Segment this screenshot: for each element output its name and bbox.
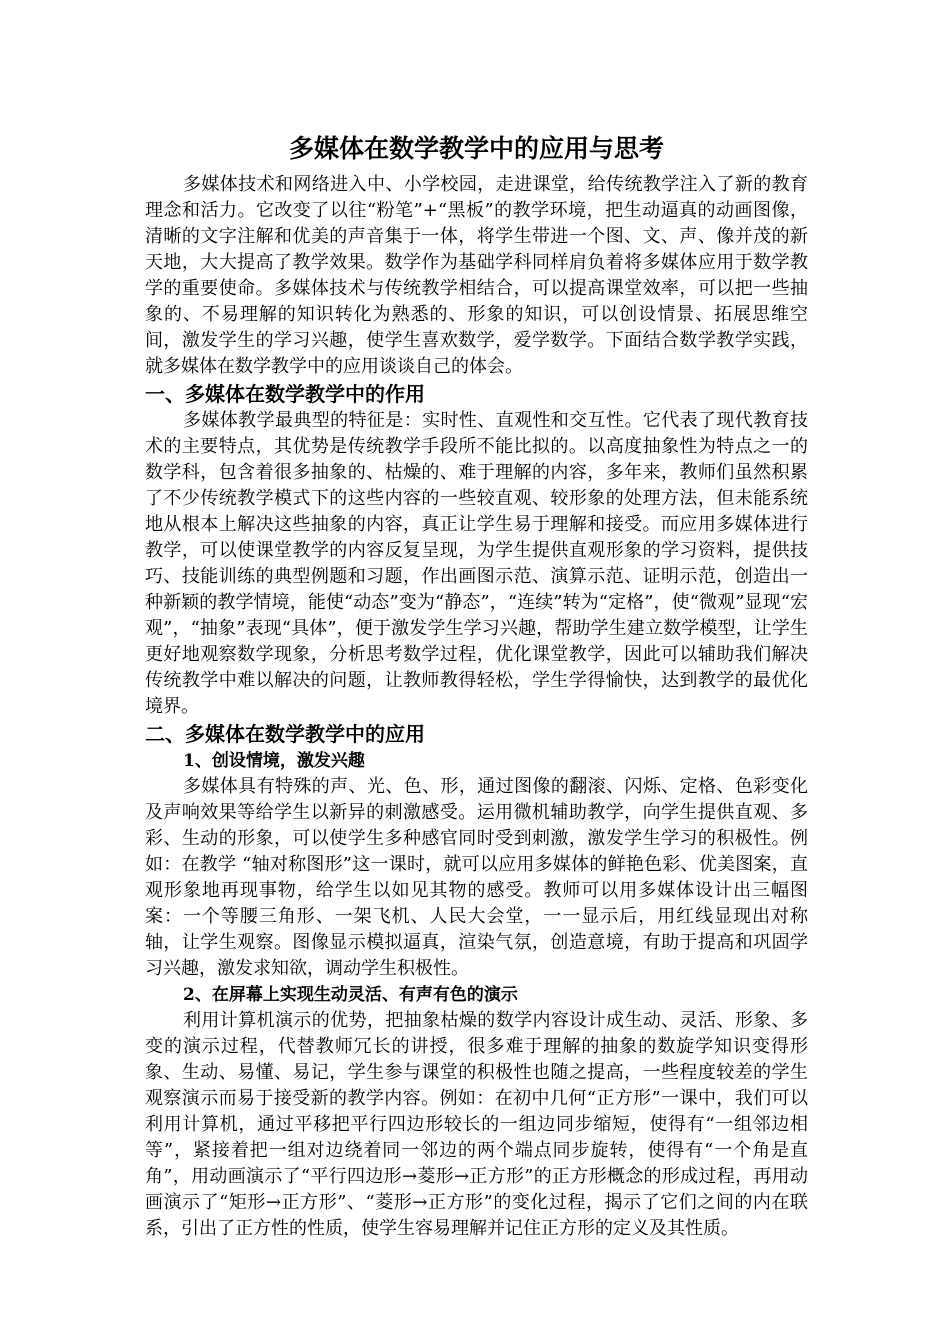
intro-paragraph: 多媒体技术和网络进入中、小学校园，走进课堂，给传统教学注入了新的教育理念和活力。它改变了以往“粉笔”+“黑板”的教学环境，把生动逼真的动画图像，清晰的文字注解和优美的声音集于一体，将学生带进一个图、文、声、像并茂的新天地，大大提高了教学效果。数学作为基础学科同样肩负着将多媒体应用于数学教学的重要使命。多媒体技术与传统教学相结合，可以提高课堂效率，可以把一些抽象的、不易理解的知识转化为熟悉的、形象的知识，可以创设情景、拓展思维空间，激发学生的学习兴趣，使学生喜欢数学，爱学数学。下面结合数学教学实践，就多媒体在数学教学中的应用谈谈自己的体会。 xyxy=(145,174,808,377)
document-title: 多媒体在数学教学中的应用与思考 xyxy=(288,134,664,163)
document-page xyxy=(145,130,808,1242)
section-1-paragraph: 多媒体教学最典型的特征是：实时性、直观性和交互性。它代表了现代教育技术的主要特点，其优势是传统教学手段所不能比拟的。以高度抽象性为特点之一的数学科，包含着很多抽象的、枯燥的、难于理解的内容，多年来，教师们虽然积累了不少传统教学模式下的这些内容的一些较直观、较形象的处理方法，但未能系统地从根本上解决这些抽象的内容，真正让学生易于理解和接受。而应用多媒体进行教学，可以使课堂教学的内容反复呈现，为学生提供直观形象的学习资料，提供技巧、技能训练的典型例题和习题，作出画图示范、演算示范、证明示范，创造出一种新颖的教学情境，能使“动态”变为“静态”，“连续”转为“定格”，使“微观”显现“宏观”，“抽象”表现“具体”，便于激发学生学习兴趣，帮助学生建立数学模型，让学生更好地观察数学现象，分析思考数学过程，优化课堂教学，因此可以辅助我们解决传统教学中难以解决的问题，让教师教得轻松，学生学得愉快，达到教学的最优化境界。 xyxy=(145,410,808,717)
subsection-1-paragraph: 多媒体具有特殊的声、光、色、形，通过图像的翻滚、闪烁、定格、色彩变化及声响效果等给学生以新异的刺激感受。运用微机辅助教学，向学生提供直观、多彩、生动的形象，可以使学生多种感官同时受到刺激，激发学生学习的积极性。例如：在教学 “轴对称图形”这一课时，就可以应用多媒体的鲜艳色彩、优美图案，直观形象地再现事物，给学生以如见其物的感受。教师可以用多媒体设计出三幅图案：一个等腰三角形、一架飞机、人民大会堂，一一显示后，用红线显现出对称轴，让学生观察。图像显示模拟逼真，渲染气氛，创造意境，有助于提高和巩固学习兴趣，激发求知欲，调动学生积极性。 xyxy=(145,776,808,979)
section-heading-1: 一、多媒体在数学教学中的作用 xyxy=(145,382,425,406)
subsection-2-paragraph: 利用计算机演示的优势，把抽象枯燥的数学内容设计成生动、灵活、形象、多变的演示过程，代替教师冗长的讲授，很多难于理解的抽象的数旋学知识变得形象、生动、易懂、易记，学生参与课堂的积极性也随之提高，一些程度较差的学生观察演示而易于接受新的教学内容。例如：在初中几何“正方形”一课中，我们可以利用计算机，通过平移把平行四边形较长的一组边同步缩短，使得有“一组邻边相等”，紧接着把一组对边绕着同一邻边的两个端点同步旋转，使得有“一个角是直角”，用动画演示了“平行四边形→菱形→正方形”的正方形概念的形成过程，再用动画演示了“矩形→正方形”、“菱形→正方形”的变化过程，揭示了它们之间的内在联系，引出了正方性的性质，使学生容易理解并记住正方形的定义及其性质。 xyxy=(145,1010,808,1239)
subsection-heading-2: 2、在屏幕上实现生动灵活、有声有色的演示 xyxy=(183,985,518,1005)
subsection-heading-1: 1、创设情境，激发兴趣 xyxy=(183,751,365,771)
section-heading-2: 二、多媒体在数学教学中的应用 xyxy=(145,722,425,746)
